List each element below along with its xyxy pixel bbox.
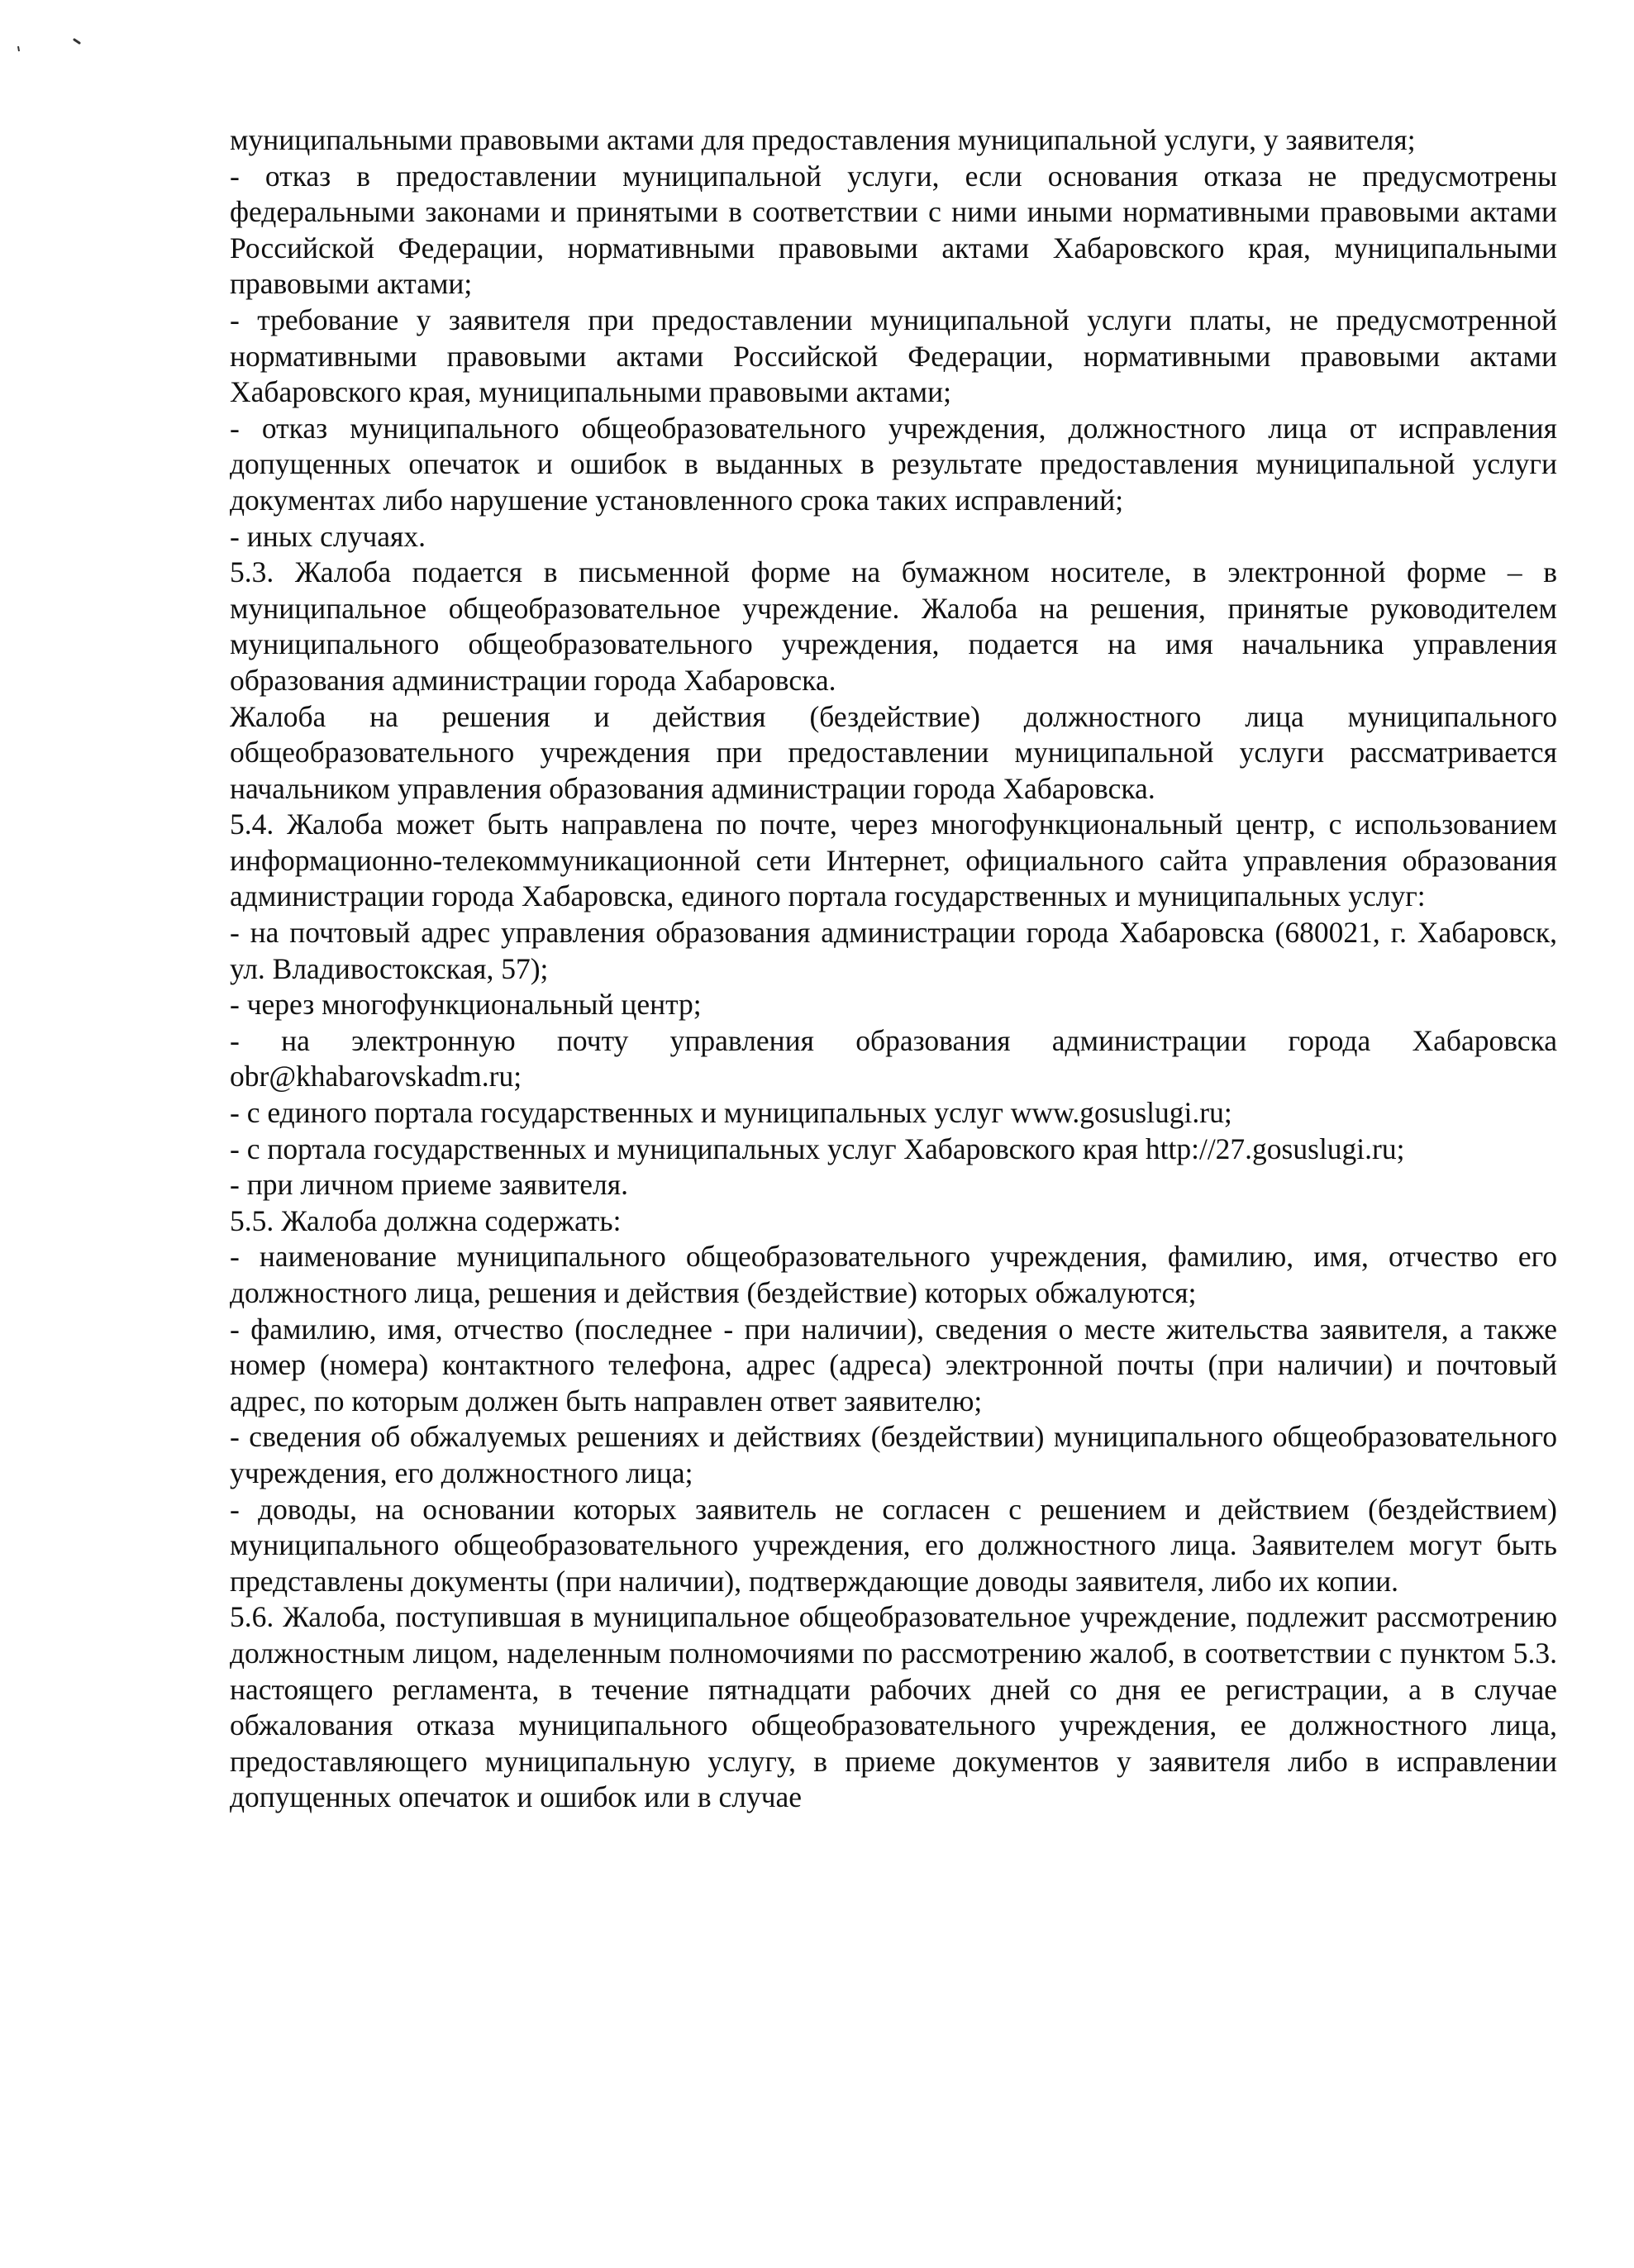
paragraph-9: - на почтовый адрес управления образования администрации города Хабаровска (680021, г. Хабаровск, ул. Владивостокская, 57);	[230, 916, 1557, 985]
paragraph-12: - с единого портала государственных и муниципальных услуг www.gosuslugi.ru;	[230, 1096, 1232, 1130]
paragraph-16: - наименование муниципального общеобразовательного учреждения, фамилию, имя, отчество его должностного лица, решения и действия (бездействие) которых обжалуются;	[230, 1240, 1557, 1309]
paragraph-7: Жалоба на решения и действия (бездействие) должностного лица муниципального общеобразовательного учреждения при предоставлении муниципальной услуги рассматривается начальником управления образования администрации города Хабаровска.	[230, 699, 1557, 805]
document-body	[230, 122, 1557, 1816]
paragraph-5: - иных случаях.	[230, 519, 426, 553]
paragraph-13: - с портала государственных и муниципальных услуг Хабаровского края http://27.gosuslugi.ru;	[230, 1132, 1405, 1165]
paragraph-1: муниципальными правовыми актами для предоставления муниципальной услуги, у заявителя;	[230, 123, 1416, 156]
paragraph-6: 5.3. Жалоба подается в письменной форме на бумажном носителе, в электронной форме – в муниципальное общеобразовательное учреждение. Жалоба на решения, принятые руководителем муниципального общеобразовательного учреждения, подается на имя начальника управления образования администрации города Хабаровска.	[230, 555, 1557, 697]
paragraph-10: - через многофункциональный центр;	[230, 988, 702, 1022]
scan-corner-mark	[17, 25, 116, 66]
paragraph-11: - на электронную почту управления образования администрации города Хабаровска obr@khabarovskadm.ru;	[230, 1023, 1557, 1094]
paragraph-8: 5.4. Жалоба может быть направлена по почте, через многофункциональный центр, с использованием информационно-телекоммуникационной сети Интернет, официального сайта управления образования администрации города Хабаровска, единого портала государственных и муниципальных услуг:	[230, 808, 1557, 913]
paragraph-17: - фамилию, имя, отчество (последнее - при наличии), сведения о месте жительства заявителя, а также номер (номера) контактного телефона, адрес (адреса) электронной почты (при наличии) и почтовый адрес, по которым должен быть направлен ответ заявителю;	[230, 1312, 1557, 1418]
paragraph-14: - при личном приеме заявителя.	[230, 1168, 628, 1202]
paragraph-4: - отказ муниципального общеобразовательного учреждения, должностного лица от исправления допущенных опечаток и ошибок в выданных в результате предоставления муниципальной услуги документах либо нарушение установленного срока таких исправлений;	[230, 411, 1557, 517]
paragraph-3: - требование у заявителя при предоставлении муниципальной услуги платы, не предусмотренной нормативными правовыми актами Российской Федерации, нормативными правовыми актами Хабаровского края, муниципальными правовыми актами;	[230, 303, 1557, 409]
paragraph-19: - доводы, на основании которых заявитель не согласен с решением и действием (бездействием) муниципального общеобразовательного учреждения, его должностного лица. Заявителем могут быть представлены документы (при наличии), подтверждающие доводы заявителя, либо их копии.	[230, 1492, 1557, 1598]
paragraph-15: 5.5. Жалоба должна содержать:	[230, 1203, 622, 1237]
paragraph-20: 5.6. Жалоба, поступившая в муниципальное общеобразовательное учреждение, подлежит рассмотрению должностным лицом, наделенным полномочиями по рассмотрению жалоб, в соответствии с пунктом 5.3. настоящего регламента, в течение пятнадцати рабочих дней со дня ее регистрации, а в случае обжалования отказа муниципального общеобразовательного учреждения, ее должностного лица, предоставляющего муниципальную услугу, в приеме документов у заявителя либо в исправлении допущенных опечаток и ошибок или в случае	[230, 1600, 1557, 1814]
paragraph-2: - отказ в предоставлении муниципальной услуги, если основания отказа не предусмотрены федеральными законами и принятыми в соответствии с ними иными нормативными правовыми актами Российской Федерации, нормативными правовыми актами Хабаровского края, муниципальными правовыми актами;	[230, 159, 1557, 301]
paragraph-18: - сведения об обжалуемых решениях и действиях (бездействии) муниципального общеобразовательного учреждения, его должностного лица;	[230, 1420, 1557, 1489]
